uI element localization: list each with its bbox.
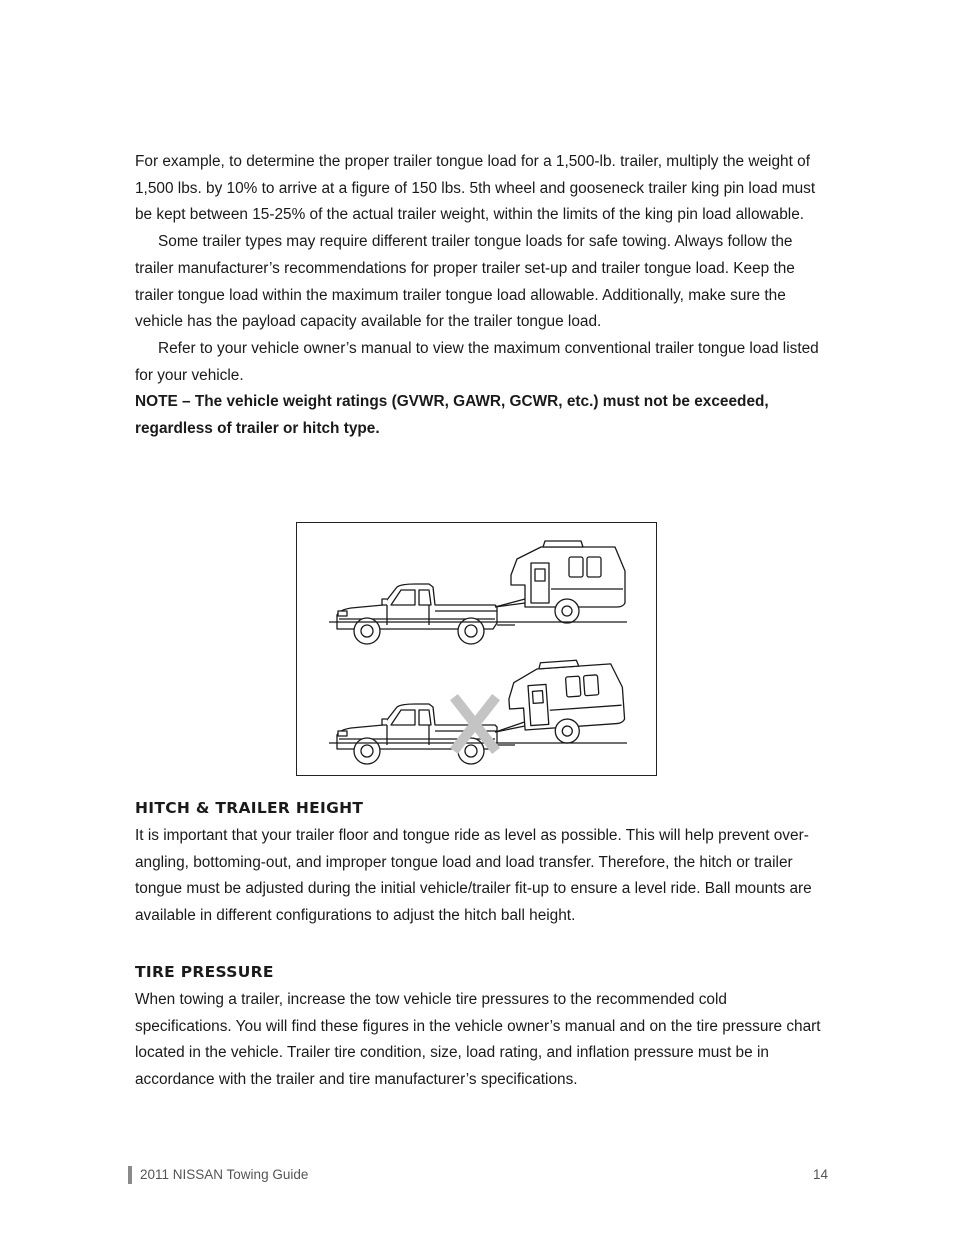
hitch-height-paragraph: It is important that your trailer floor and tongue ride as level as possible. This will help prevent over-angling, bottoming-out, and improper tongue load and load transfer. Therefore, the hitch or trailer tongue must be adjusted during the initial vehicle/trailer fit-up to ensure a level ride. Ball mounts are available in different configurations to adjust the hitch ball height.: [135, 827, 812, 925]
hitch-height-heading: HITCH & TRAILER HEIGHT: [135, 799, 364, 817]
hitch-height-body: [135, 823, 825, 930]
page-number: 14: [812, 1167, 828, 1182]
intro-text: [135, 149, 825, 443]
level-setup-illustration: [329, 541, 627, 644]
weight-rating-note: NOTE – The vehicle weight ratings (GVWR, GAWR, GCWR, etc.) must not be exceeded, regardless of trailer or hitch type.: [135, 393, 769, 438]
towing-illustration: [297, 523, 658, 777]
tire-pressure-paragraph: When towing a trailer, increase the tow vehicle tire pressures to the recommended cold specifications. You will find these figures in the vehicle owner’s manual and on the tire pressure chart located in the vehicle. Trailer tire condition, size, load rating, and inflation pressure must be in accordance with the trailer and tire manufacturer’s specifications.: [135, 991, 821, 1089]
footer-bar: [128, 1166, 132, 1184]
footer-title: 2011 NISSAN Towing Guide: [140, 1167, 309, 1182]
paragraph-trailer-types: Some trailer types may require different trailer tongue loads for safe towing. Always follow the trailer manufacturer’s recommendations for proper trailer set-up and trailer tongue load. Keep the trailer tongue load within the maximum trailer tongue load allowable. Additionally, make sure the vehicle has the payload capacity available for the trailer tongue load.: [135, 233, 795, 331]
tilted-setup-illustration: [329, 657, 627, 764]
paragraph-example: For example, to determine the proper trailer tongue load for a 1,500-lb. trailer, multiply the weight of 1,500 lbs. by 10% to arrive at a figure of 150 lbs. 5th wheel and gooseneck trailer king pin load must be kept between 15-25% of the actual trailer weight, within the limits of the king pin load allowable.: [135, 153, 816, 224]
level-trailer-figure: [296, 522, 657, 776]
paragraph-owners-manual: Refer to your vehicle owner’s manual to view the maximum conventional trailer tongue load listed for your vehicle.: [135, 339, 819, 384]
tire-pressure-body: [135, 987, 825, 1094]
page-footer: [128, 1166, 828, 1184]
tire-pressure-heading: TIRE PRESSURE: [135, 963, 274, 981]
